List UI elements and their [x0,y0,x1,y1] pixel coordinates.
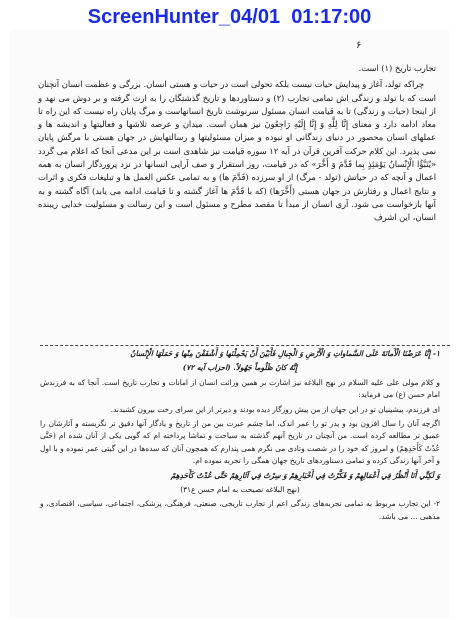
body-text [38,62,436,225]
screenhunter-banner: ScreenHunter_04/01 01:17:00 [87,6,372,28]
page-number: ۶ [356,40,362,51]
body-paragraph: چراکه تولد، آغاز و پیدایش حیات نیست بلکه تحولی است در حیات و هستی انسان. بزرگی و عظمت انسان آنچنان است که با تولد و زندگی اش تمامی تجارب (۲) و دستاوردها و تاریخ گذشتگان را به ارث گرفته و بر دوش می نهد و از اینجا (حیات و زندگی) تا به قیامت انسان مسئول سرنوشت تاریخ انسانهاست و مرگ پایان راه نیست که این راه تا معاد ادامه دارد و معنای إِنَّا لِلَّهِ وَ إِنَّا إِلَيْهِ رَاجِعُونَ نیز همان است. میدان و عرصه تلاشها و فعالیتها و اندیشه ها و عملهای انسان محصور در دنیای زندگانی او نبوده و میزان مسئولیتها و رسالتهایش در جهان هستی با مرگش پایان نمی پذیرد. این کلام حرکت آفرین قرآن در آیه ۱۲ سوره قیامت نیز شاهدی است بر این مدعی آنجا که اعلام می گردد «يُنَبَّؤُا الْإِنْسانُ يَوْمَئِذٍ بِما قَدَّمَ وَ أَخَّرَ» که در قیامت، روز استقرار و صف آرایی انسانها در نزد پروردگار انسان به همه اعمال و آنچه که در حیاتش (تولد - مرگ) از او سرزده (قَدَّمَ ها) و به تمامی عکس العمل ها و تبلیغات فکری و اثرات و نتایج اعمال و رفتارش در جهان هستی (أَخَّرَها) (که با قَدَّمَ ها آغاز گشته و تا قیامت ادامه می یابد) آگاه گشته و به آنها بازخواست می شود. آری انسان از مبدأ تا مقصد مطرح و مسئول است و این رسالت و مسئولیت خدایی زیبنده انسان، این اشرف [38,79,437,223]
footnote-paragraph: و کلام مولی علی علیه السلام در نهج البلاغه نیز اشارت بر همین وراثت انسان از امانات و تجارب تاریخ است. آنجا که به فرزندش امام حسن (ع) می فرماید: [40,377,440,400]
footnote-paragraph: ای فرزندم، پیشینیان تو در این جهان از من پیش روزگار دیده بودند و دیرتر از این سرای رخت بیرون کشیدند. [110,404,440,414]
footnote-verse: ۱- إِنَّا عَرَضْنَا الْأَمانَةَ عَلَى السَّماواتِ وَ الْأَرْضِ وَ الْجِبالِ فَأَبَيْنَ أَنْ يَحْمِلْنَها وَ أَشْفَقْنَ مِنْها وَ حَمَلَهَا الْإِنْسانُ [130,349,440,358]
footnote-verse-continued: إِنَّهُ كانَ ظَلُوماً جَهُولاً. (احزاب آیه ۷۲) [182,363,298,373]
footnote-divider [40,345,450,346]
footnote-paragraph: ۲- این تجارب مربوط به تمامی تجربه‌های زندگی اعم از تجارب تاریخی، صنعتی، فرهنگی، پزشکی، اجتماعی، سیاسی، اقتصادی، و مذهبی ... می باشد. [40,499,440,521]
body-paragraph: تجارب تاریخ (۱) است. [358,63,436,73]
footnote-arabic-quote: وَ لَكِنِّي أَنَا أَنْظُرُ فِي أَعْمَالِهِمْ وَ فَكَّرْتُ فِي أَخْبَارِهِمْ وَ سِرْتُ فِي آثَارِهِمْ حَتَّى عُدْتُ كَأَحَدِهِمْ [170,470,440,480]
footnotes [40,348,440,525]
footnote-citation: (نهج البلاغه نصیحت به امام حسن ع۳۱) [180,485,300,495]
footnote-paragraph: اگرچه آنان را سال افزون بود و پدر تو را عمر اندک، اما چشم عبرت بین من از تاریخ و یادگار آنها دقیق تر نگریسته و آثارشان را عمیق تر مطالعه کرده است. من آنچنان در تاریخ آنهم گذشته به سیاحت و تماشا پرداخته ام که گویی یکی از آنان شده ام (حَتَّى عُدْتُ كَأَحَدِهِمْ) و امروز که خود را در شصت وتادی می نگرم همی پندارم که همچون آنان که سده‌ها در این گیتی عمر نموده و با اول و آخر آنها زندگی کرده و تمامی دستاوردهای تاریخ جهان همگی را تجربه نموده ام. [40,419,440,466]
scanned-page [10,30,450,618]
